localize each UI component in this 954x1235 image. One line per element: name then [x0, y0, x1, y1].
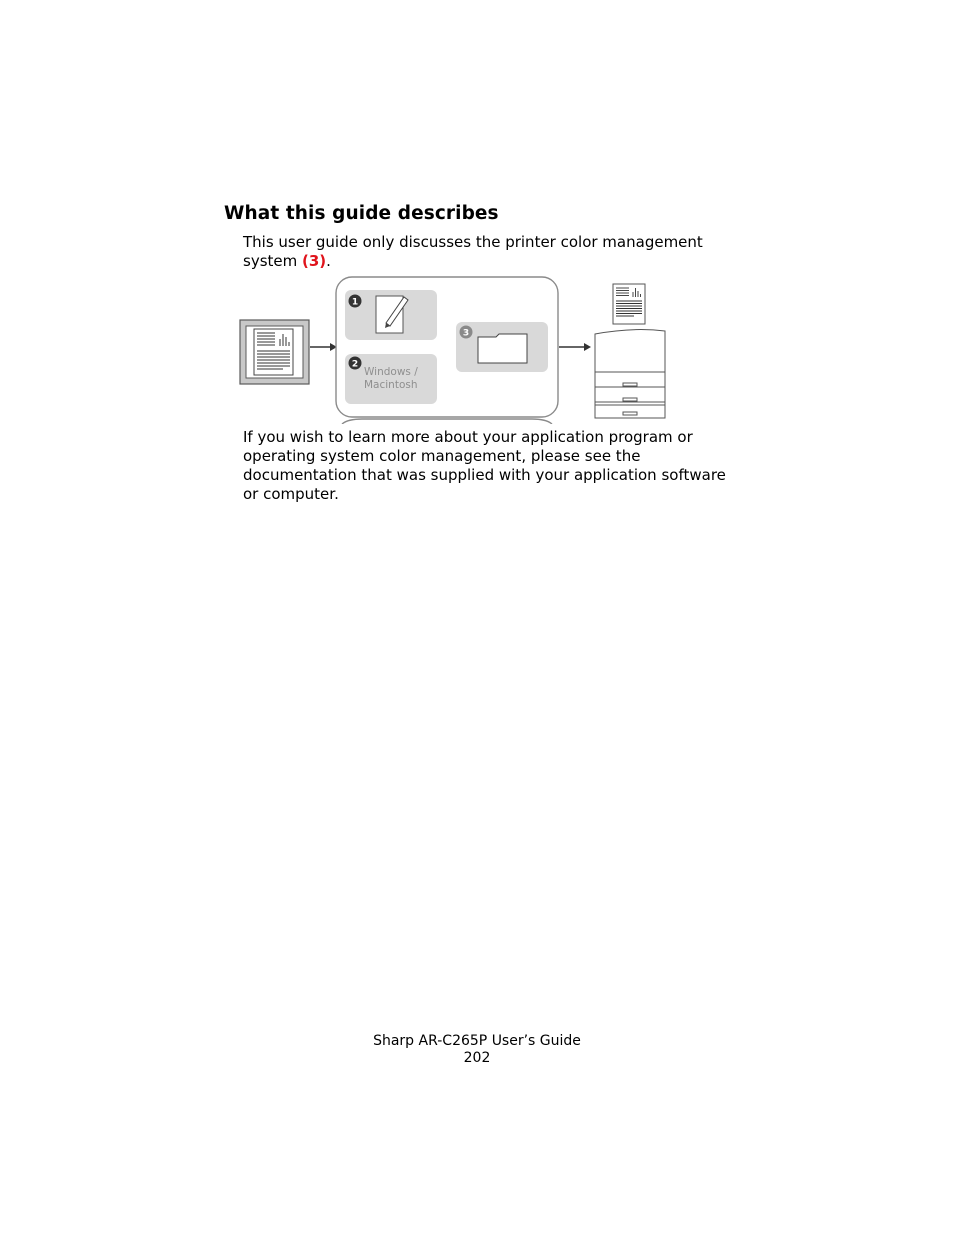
printer-icon: [595, 330, 665, 418]
svg-text:2: 2: [351, 359, 359, 370]
arrow-right-icon: [310, 343, 337, 351]
body-paragraph: If you wish to learn more about your application program or operating system color management, please see the documentation that was supplied with your application software or computer.: [243, 428, 726, 503]
operating-system-box: [345, 354, 437, 404]
printer-color-system-box: [456, 322, 548, 372]
color-management-diagram: [238, 276, 668, 424]
footer-guide-title: Sharp AR-C265P User’s Guide: [373, 1033, 581, 1049]
printed-page-icon: [613, 284, 645, 324]
arrow-right-icon: [559, 343, 591, 351]
intro-end: .: [326, 252, 331, 270]
monitor-icon: [240, 320, 309, 384]
system-reference: (3): [302, 252, 327, 270]
os-label-line2: Macintosh: [364, 379, 418, 391]
svg-text:1: 1: [351, 297, 359, 308]
intro-paragraph: [243, 233, 743, 271]
application-box: [345, 290, 437, 340]
section-heading: What this guide describes: [224, 203, 499, 224]
page-number: 202: [463, 1050, 491, 1066]
svg-text:3: 3: [462, 328, 470, 339]
folder-icon: [478, 334, 527, 363]
intro-text: This user guide only discusses the printer color management system: [243, 233, 703, 270]
os-label-line1: Windows /: [364, 366, 418, 378]
